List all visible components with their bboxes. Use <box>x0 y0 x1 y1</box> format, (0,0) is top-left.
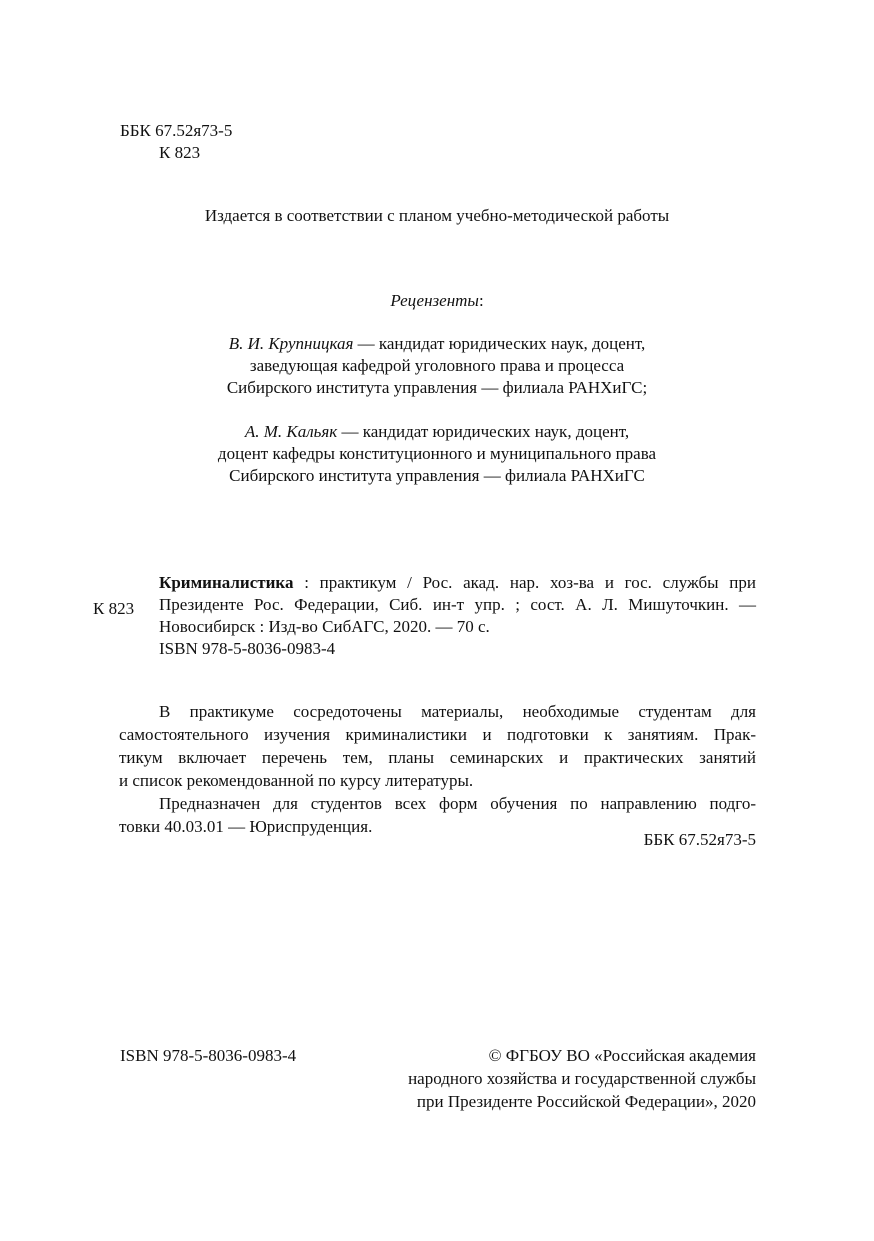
annotation-line: Предназначен для студентов всех форм обучения по направлению подго- <box>159 794 756 813</box>
catalog-line: Президенте Рос. Федерации, Сиб. ин-т упр. ; сост. А. Л. Мишуточкин. — <box>159 595 756 614</box>
reviewers-heading-colon: : <box>478 291 484 310</box>
catalog-line <box>159 572 756 594</box>
isbn: ISBN 978-5-8036-0983-4 <box>120 1046 297 1065</box>
copyright-line: при Президенте Российской Федерации», 2020 <box>416 1092 756 1111</box>
copyright-notice <box>408 1045 756 1114</box>
reviewer-institution: Сибирского института управления — филиала РАНХиГС; <box>226 378 648 397</box>
reviewers-heading-label: Рецензенты <box>390 291 479 310</box>
catalog-entry <box>159 572 756 660</box>
catalog-description: : практикум / Рос. акад. нар. хоз-ва и гос. службы при <box>293 573 756 592</box>
reviewer-position: доцент кафедры конституционного и муниципального права <box>217 444 657 463</box>
publication-note: Издается в соответствии с планом учебно-методической работы <box>204 206 670 225</box>
catalog-isbn: ISBN 978-5-8036-0983-4 <box>159 639 336 658</box>
reviewers-heading <box>0 290 874 312</box>
author-mark-top: К 823 <box>159 143 201 162</box>
reviewer-position: заведующая кафедрой уголовного права и процесса <box>249 356 625 375</box>
reviewer-credentials: — кандидат юридических наук, доцент, <box>353 334 646 353</box>
reviewer-institution: Сибирского института управления — филиала РАНХиГС <box>229 466 645 485</box>
bbk-index-bottom: ББК 67.52я73-5 <box>643 830 756 849</box>
reviewer-line <box>0 421 874 443</box>
copyright-line: народного хозяйства и государственной службы <box>408 1069 756 1088</box>
annotation-line: самостоятельного изучения криминалистики и подготовки к занятиям. Прак- <box>119 725 756 744</box>
catalog-author-mark: К 823 <box>93 599 135 618</box>
catalog-title: Криминалистика <box>159 573 294 592</box>
reviewer-entry <box>0 333 874 399</box>
reviewer-entry <box>0 421 874 487</box>
annotation-line: и список рекомендованной по курсу литературы. <box>119 771 474 790</box>
catalog-line: Новосибирск : Изд-во СибАГС, 2020. — 70 с. <box>159 617 490 636</box>
bbk-index-top: ББК 67.52я73-5 <box>120 121 233 140</box>
reviewer-credentials: — кандидат юридических наук, доцент, <box>337 422 630 441</box>
annotation-line: товки 40.03.01 — Юриспруденция. <box>119 817 373 836</box>
reviewer-line <box>0 333 874 355</box>
copyright-line: © ФГБОУ ВО «Российская академия <box>488 1046 756 1065</box>
annotation <box>119 701 756 839</box>
reviewer-name: В. И. Крупницкая <box>228 334 354 353</box>
annotation-line: В практикуме сосредоточены материалы, необходимые студентам для <box>159 702 756 721</box>
reviewer-name: А. М. Кальяк <box>244 422 338 441</box>
annotation-line: тикум включает перечень тем, планы семинарских и практических занятий <box>119 748 756 767</box>
